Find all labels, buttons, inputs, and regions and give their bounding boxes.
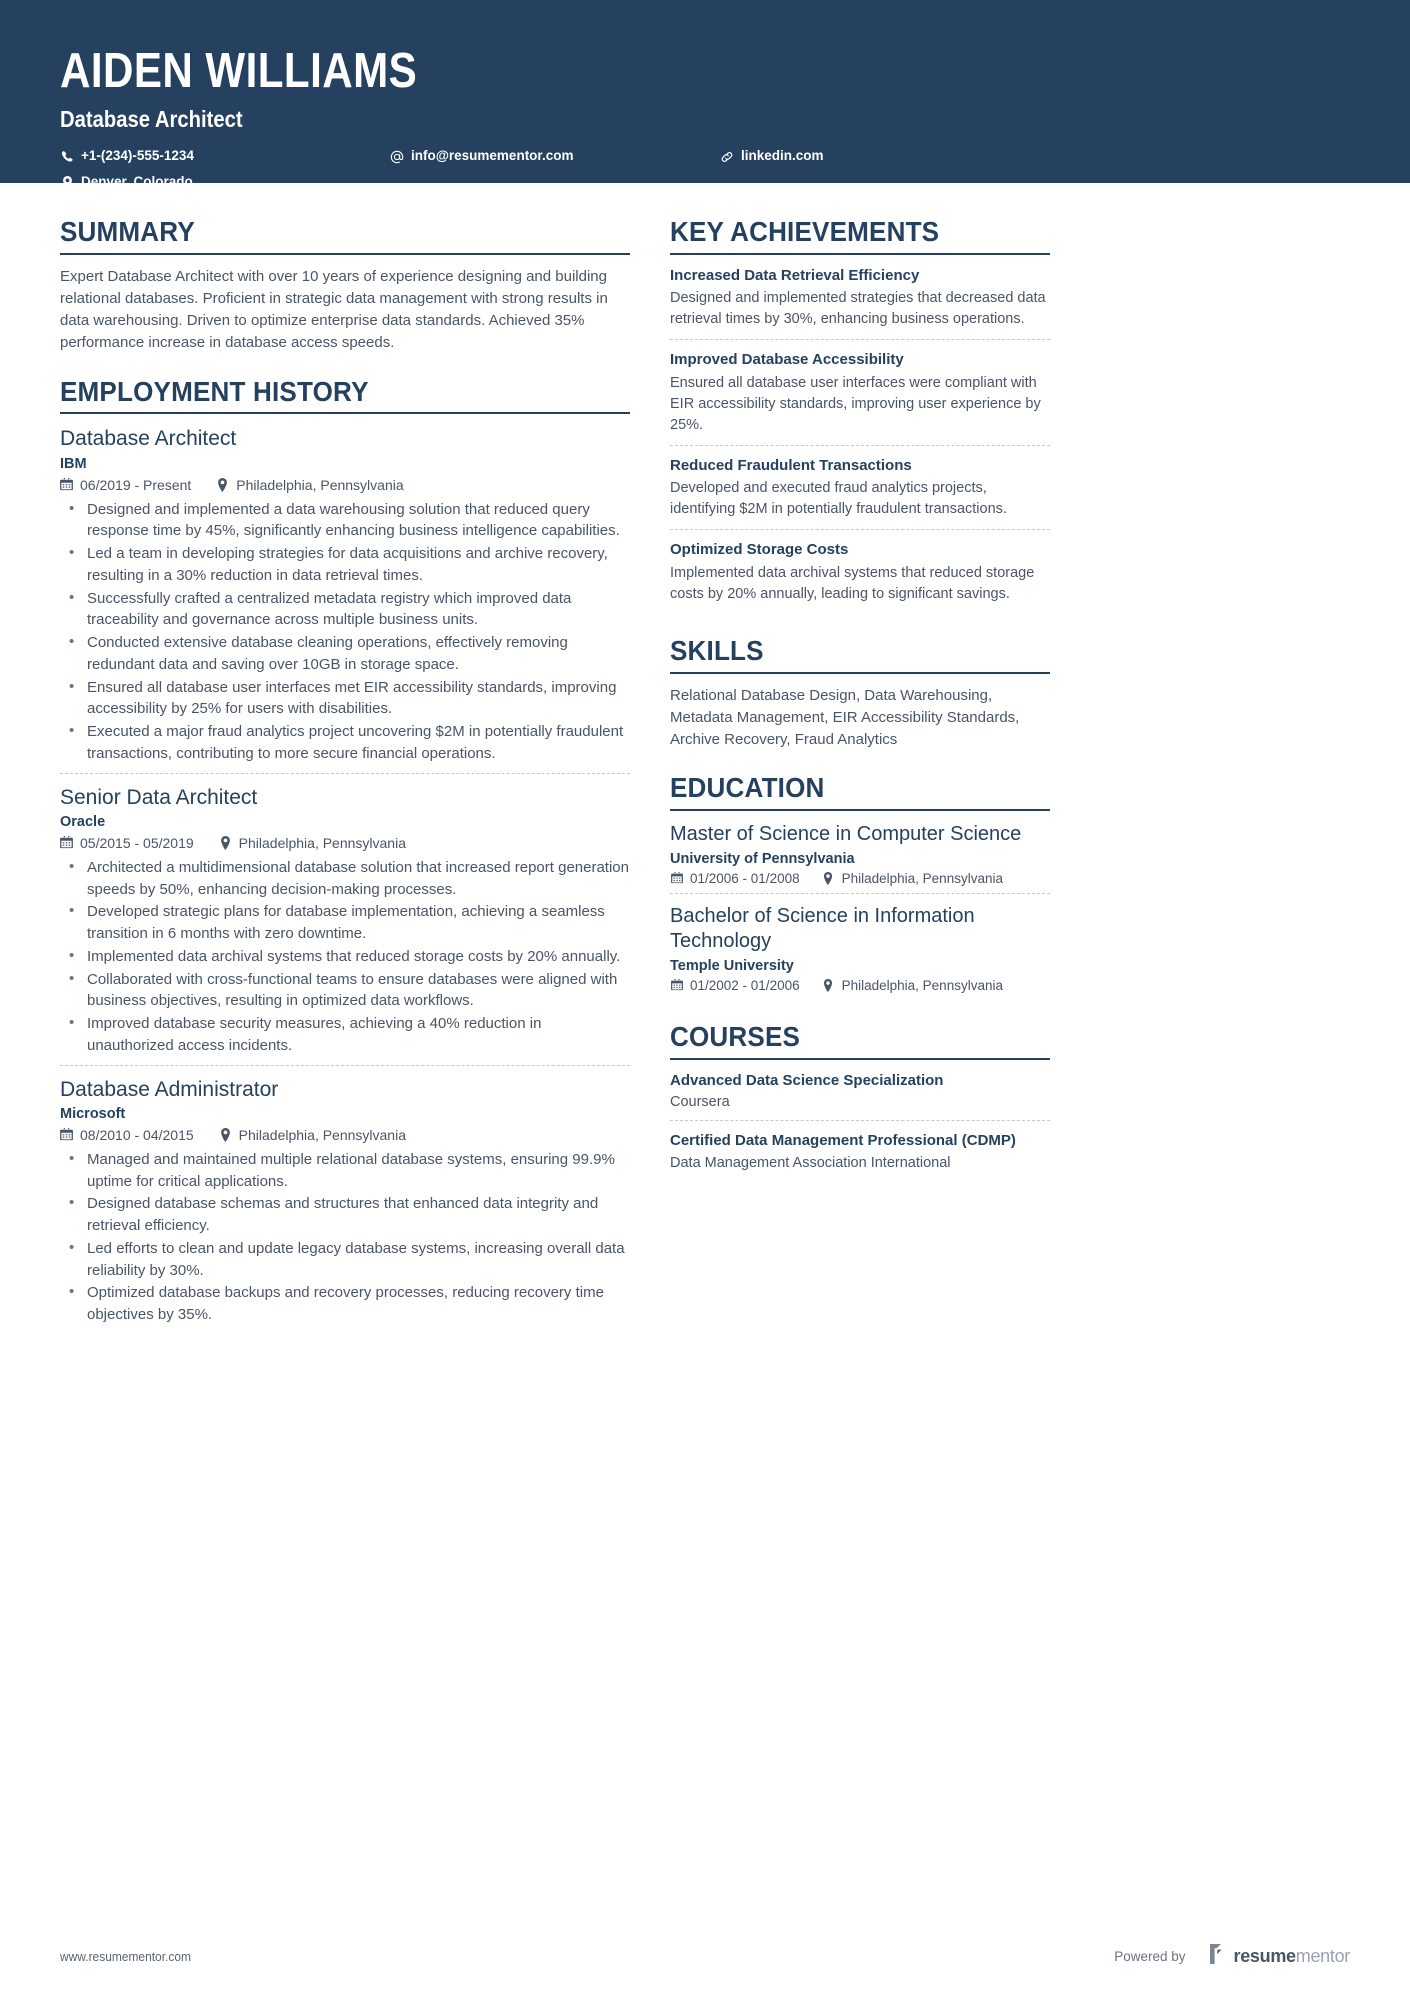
achievement-title: Reduced Fraudulent Transactions [670, 456, 912, 474]
link-text: linkedin.com [741, 148, 824, 164]
education-rule [670, 809, 1050, 811]
achievement-title: Improved Database Accessibility [670, 351, 904, 369]
footer-branding [1114, 1943, 1350, 1970]
courses-heading: COURSES [670, 1020, 801, 1052]
job-dates [60, 1127, 194, 1143]
courses-rule [670, 1058, 1050, 1060]
achievement-description: Implemented data archival systems that reduced storage costs by 20% annually, leading to significant savings. [670, 564, 1035, 602]
calendar-icon [60, 478, 73, 491]
education-meta [670, 871, 1050, 886]
education-location-text: Philadelphia, Pennsylvania [841, 977, 1003, 993]
job-title: Database Architect [60, 427, 237, 451]
job-meta [60, 477, 630, 493]
education-dates [670, 871, 800, 886]
skills-text: Relational Database Design, Data Warehousing, Metadata Management, EIR Accessibility Standards, Archive Recovery, Fraud Analytics [670, 686, 1020, 749]
education-degree: Master of Science in Computer Science [670, 823, 1022, 846]
job-bullet: • Led efforts to clean and update legacy database systems, increasing overall data reliability by 30%. [60, 1238, 630, 1282]
job-entry [60, 1065, 630, 1334]
location-pin-icon [219, 1128, 232, 1141]
left-column [60, 183, 630, 1356]
job-bullet: • Managed and maintained multiple relational database systems, ensuring 99.9% uptime for critical applications. [60, 1149, 630, 1193]
job-meta [60, 1127, 630, 1143]
resume-header [0, 0, 1410, 190]
achievement-item [670, 445, 1050, 530]
job-dates-text: 06/2019 - Present [80, 476, 192, 493]
contact-link[interactable] [720, 146, 1050, 167]
education-location-text: Philadelphia, Pennsylvania [841, 870, 1003, 886]
location-pin-icon [822, 979, 835, 992]
achievements-heading: KEY ACHIEVEMENTS [670, 216, 940, 247]
job-location-text: Philadelphia, Pennsylvania [238, 834, 406, 851]
location-pin-icon [216, 478, 229, 491]
job-title: Database Administrator [60, 1077, 279, 1101]
job-bullet: • Ensured all database user interfaces met EIR accessibility standards, improving accessibility by 25% for users with disabilities. [60, 677, 630, 721]
employment-section [60, 377, 630, 1334]
job-bullet: • Designed database schemas and structures that enhanced data integrity and retrieval efficiency. [60, 1193, 630, 1237]
phone-icon [60, 150, 74, 164]
job-bullet: • Conducted extensive database cleaning operations, effectively removing redundant data and saving over 10GB in storage space. [60, 632, 630, 676]
footer-url[interactable]: www.resumementor.com [60, 1948, 191, 1964]
job-bullet: • Improved database security measures, achieving a 40% reduction in unauthorized access incidents. [60, 1013, 630, 1057]
skills-section [670, 636, 1050, 751]
education-item [670, 893, 1050, 1000]
job-meta [60, 835, 630, 851]
job-location-text: Philadelphia, Pennsylvania [236, 476, 404, 493]
job-bullet: • Architected a multidimensional database solution that increased report generation speeds by 50%, enhancing decision-making processes. [60, 857, 630, 901]
education-section [670, 773, 1050, 1000]
calendar-icon [60, 1128, 73, 1141]
achievements-rule [670, 253, 1050, 255]
job-title: Senior Data Architect [60, 785, 258, 809]
education-dates [670, 978, 800, 993]
courses-section [670, 1022, 1050, 1181]
achievement-title: Increased Data Retrieval Efficiency [670, 266, 920, 284]
job-bullet: • Successfully crafted a centralized metadata registry which improved data traceability and governance across multiple business units. [60, 588, 630, 632]
job-dates [60, 477, 191, 493]
resumementor-logo [1208, 1943, 1350, 1970]
achievement-description: Designed and implemented strategies that decreased data retrieval times by 30%, enhancing business operations. [670, 290, 1046, 328]
education-school: University of Pennsylvania [670, 850, 855, 867]
achievement-description: Ensured all database user interfaces were compliant with EIR accessibility standards, improving user experience by 25%. [670, 374, 1041, 433]
education-meta [670, 978, 1050, 993]
summary-section [60, 217, 630, 355]
job-location [216, 477, 403, 493]
skills-rule [670, 672, 1050, 674]
education-dates-text: 01/2006 - 01/2008 [690, 870, 800, 886]
course-item [670, 1071, 1050, 1121]
contact-location [60, 172, 390, 193]
education-location [822, 871, 1003, 886]
job-bullets [60, 499, 630, 765]
location-pin-icon [219, 836, 232, 849]
brand-bold: resume [1233, 1945, 1296, 1966]
job-bullets [60, 1149, 630, 1326]
phone-text: +1-(234)-555-1234 [81, 148, 194, 164]
location-pin-icon [60, 176, 74, 190]
job-bullet: • Collaborated with cross-functional teams to ensure databases were aligned with business objectives, resulting in optimized data workflows. [60, 969, 630, 1013]
resumementor-mark-icon [1208, 1943, 1228, 1970]
achievement-description: Developed and executed fraud analytics projects, identifying $2M in potentially fraudulent transactions. [670, 480, 1007, 518]
course-provider: Data Management Association International [670, 1154, 951, 1171]
course-item [670, 1120, 1050, 1181]
job-location [219, 835, 406, 851]
course-title: Advanced Data Science Specialization [670, 1071, 944, 1089]
job-bullet: • Executed a major fraud analytics project uncovering $2M in potentially fraudulent transactions, contributing to more secure financial operations. [60, 721, 630, 765]
education-item [670, 822, 1050, 893]
right-column [670, 183, 1050, 1203]
summary-heading: SUMMARY [60, 216, 195, 247]
candidate-job-title: Database Architect [60, 106, 243, 133]
summary-text: Expert Database Architect with over 10 years of experience designing and building relational databases. Proficient in strategic data management with strong results in data warehousing. Driven to optimize enterprise data standards. Achieved 35% performance increase in database access speeds. [60, 267, 608, 352]
job-location-text: Philadelphia, Pennsylvania [238, 1126, 406, 1143]
at-sign-icon [390, 150, 404, 164]
job-bullets [60, 857, 630, 1057]
contact-email[interactable] [390, 146, 720, 167]
employment-heading: EMPLOYMENT HISTORY [60, 375, 369, 407]
summary-rule [60, 253, 630, 255]
education-degree: Bachelor of Science in Information Technology [670, 904, 975, 953]
job-bullet: • Developed strategic plans for database implementation, achieving a seamless transition in 6 months with zero downtime. [60, 901, 630, 945]
job-entry [60, 773, 630, 1065]
achievement-item [670, 339, 1050, 445]
page-footer [0, 1917, 1410, 1995]
brand-light: mentor [1295, 1945, 1350, 1966]
powered-by-label: Powered by [1114, 1948, 1186, 1964]
education-school: Temple University [670, 957, 794, 974]
achievement-item [670, 266, 1050, 340]
job-dates-text: 05/2015 - 05/2019 [80, 834, 194, 851]
job-location [219, 1127, 406, 1143]
employment-rule [60, 412, 630, 414]
job-company: IBM [60, 455, 87, 472]
job-bullet: • Implemented data archival systems that reduced storage costs by 20% annually. [60, 946, 630, 968]
achievement-item [670, 529, 1050, 614]
job-bullet: • Designed and implemented a data warehousing solution that reduced query response time by 45%, significantly enhancing business intelligence capabilities. [60, 499, 630, 543]
location-pin-icon [822, 872, 835, 885]
job-dates-text: 08/2010 - 04/2015 [80, 1126, 194, 1143]
job-company: Microsoft [60, 1105, 126, 1122]
job-bullet: • Led a team in developing strategies for data acquisitions and archive recovery, resulting in a 30% reduction in data retrieval times. [60, 543, 630, 587]
resume-body [0, 183, 1410, 1356]
contact-info [60, 146, 1410, 198]
job-entry [60, 425, 630, 772]
job-company: Oracle [60, 813, 106, 830]
calendar-icon [60, 836, 73, 849]
calendar-icon [670, 872, 683, 885]
candidate-name: AIDEN WILLIAMS [60, 44, 418, 98]
skills-heading: SKILLS [670, 634, 764, 666]
resumementor-wordmark [1234, 1946, 1350, 1967]
contact-phone[interactable] [60, 146, 390, 167]
email-text: info@resumementor.com [411, 148, 574, 164]
calendar-icon [670, 979, 683, 992]
education-dates-text: 01/2002 - 01/2006 [690, 977, 800, 993]
education-location [822, 978, 1003, 993]
job-bullet: • Optimized database backups and recovery processes, reducing recovery time objectives by 35%. [60, 1282, 630, 1326]
location-text: Denver, Colorado [81, 174, 193, 190]
course-title: Certified Data Management Professional (CDMP) [670, 1132, 1016, 1150]
course-provider: Coursera [670, 1094, 730, 1111]
job-dates [60, 835, 194, 851]
achievements-section [670, 217, 1050, 614]
achievement-title: Optimized Storage Costs [670, 541, 849, 559]
education-heading: EDUCATION [670, 772, 825, 804]
link-icon [720, 150, 734, 164]
